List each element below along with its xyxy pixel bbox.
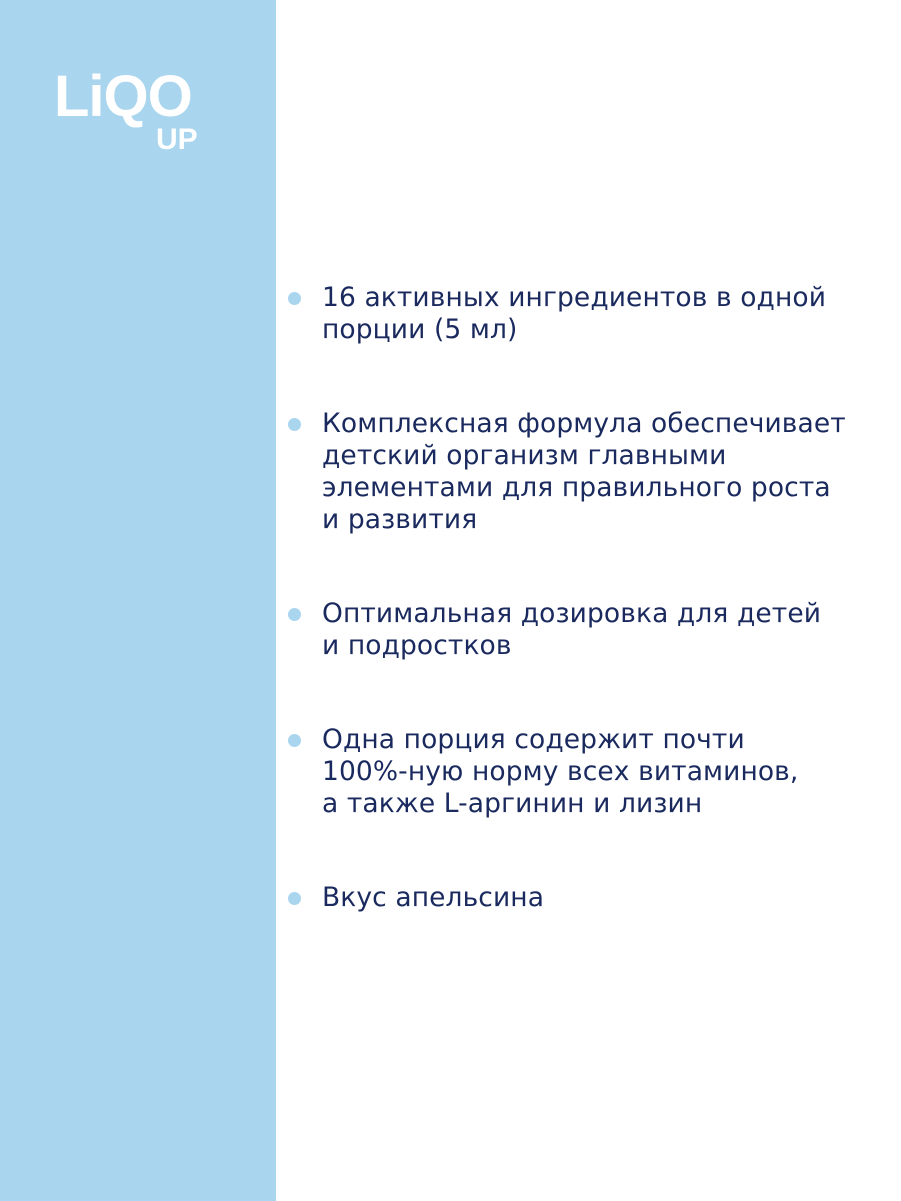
feature-text: 16 активных ингредиентов в одной порции (5 мл) (322, 282, 827, 345)
feature-item (288, 408, 888, 536)
bullet-icon (288, 734, 301, 747)
logo-sub-text: UP (156, 123, 198, 156)
bullet-icon (288, 608, 301, 621)
feature-list (288, 282, 888, 976)
feature-item (288, 882, 888, 914)
feature-item (288, 598, 888, 662)
logo-main-text: LiQO (54, 64, 192, 129)
bullet-icon (288, 292, 301, 305)
feature-text: Комплексная формула обеспечивает детский организм главными элементами для правильного роста и развития (322, 408, 846, 535)
side-panel (0, 0, 276, 1201)
feature-text: Оптимальная дозировка для детей и подростков (322, 598, 822, 661)
feature-text: Одна порция содержит почти 100%-ную норму всех витаминов, а также L-аргинин и лизин (322, 724, 799, 819)
bullet-icon (288, 892, 301, 905)
feature-item (288, 282, 888, 346)
feature-item (288, 724, 888, 820)
feature-text: Вкус апельсина (322, 882, 545, 913)
brand-logo (52, 52, 232, 162)
bullet-icon (288, 418, 301, 431)
